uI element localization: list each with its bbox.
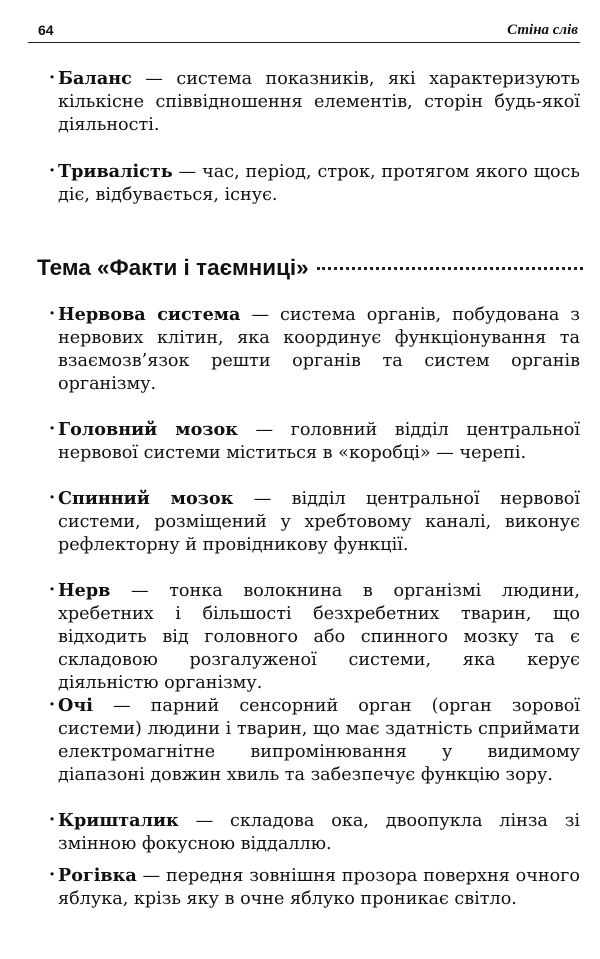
entry-term: Тривалість xyxy=(58,161,173,182)
entry-definition: — тонка волокнина в організмі людини, хребетних і більшості безхребетних тварин, що відходить від головного або спинного мозку та є складовою розгалуженої системи, яка керує діяльністю організму. xyxy=(58,581,580,693)
bullet-dot: · xyxy=(49,67,56,88)
entry-definition: — система органів, побудована з нервових клітин, яка координує функціонування та взаємозв’язок решти органів та систем органів організму. xyxy=(58,305,580,394)
entry-term: Очі xyxy=(58,695,93,716)
glossary-entry-nerve xyxy=(49,579,580,695)
entry-definition: — головний відділ центральної нервової системи міститься в «коробці» — черепі. xyxy=(58,420,580,463)
entry-term: Рогівка xyxy=(58,865,137,886)
entry-definition: — час, період, строк, протягом якого щось діє, відбувається, існує. xyxy=(58,162,580,205)
page-number: 64 xyxy=(38,22,54,38)
entry-term: Баланс xyxy=(58,68,132,89)
entry-term: Кришталик xyxy=(58,810,179,831)
glossary-entry-spinal-cord xyxy=(49,487,580,557)
bullet-dot: · xyxy=(49,579,56,600)
glossary-entry-cornea xyxy=(49,864,580,911)
entry-term: Нерв xyxy=(58,580,111,601)
glossary-entry-duration xyxy=(49,160,580,207)
entry-definition: — система показників, які характеризують кількісне співвідношення елементів, сторін будь-якої діяльності. xyxy=(58,69,580,135)
entry-definition: — складова ока, двоопукла лінза зі змінною фокусною віддаллю. xyxy=(58,811,580,854)
entry-definition: — передня зовнішня прозора поверхня очного яблука, крізь яку в очне яблуко проникає світло. xyxy=(58,866,580,909)
bullet-dot: · xyxy=(49,864,56,885)
glossary-entry-nervous-system xyxy=(49,303,580,396)
bullet-dot: · xyxy=(49,418,56,439)
page-header xyxy=(28,20,580,43)
bullet-dot: · xyxy=(49,809,56,830)
glossary-entry-balance xyxy=(49,67,580,137)
bullet-dot: · xyxy=(49,487,56,508)
entry-definition: — парний сенсорний орган (орган зорової системи) людини і тварин, що має здатність сприймати електромагнітне випромінювання у видимому діапазоні довжин хвиль та забезпечує функцію зору. xyxy=(58,696,580,785)
running-title: Стіна слів xyxy=(507,22,578,38)
section-heading-text: Тема «Факти і таємниці» xyxy=(37,255,309,280)
bullet-dot: · xyxy=(49,303,56,324)
entry-definition: — відділ центральної нервової системи, розміщений у хребтовому каналі, виконує рефлекторну й провідникову функції. xyxy=(58,489,580,555)
glossary-entry-brain xyxy=(49,418,580,465)
entry-term: Головний мозок xyxy=(58,419,238,440)
glossary-entry-lens xyxy=(49,809,580,856)
dotted-leader xyxy=(317,267,583,270)
bullet-dot: · xyxy=(49,694,56,715)
entry-term: Спинний мозок xyxy=(58,488,234,509)
section-heading xyxy=(37,255,583,281)
bullet-dot: · xyxy=(49,160,56,181)
glossary-entry-eyes xyxy=(49,694,580,787)
entry-term: Нервова система xyxy=(58,304,241,325)
